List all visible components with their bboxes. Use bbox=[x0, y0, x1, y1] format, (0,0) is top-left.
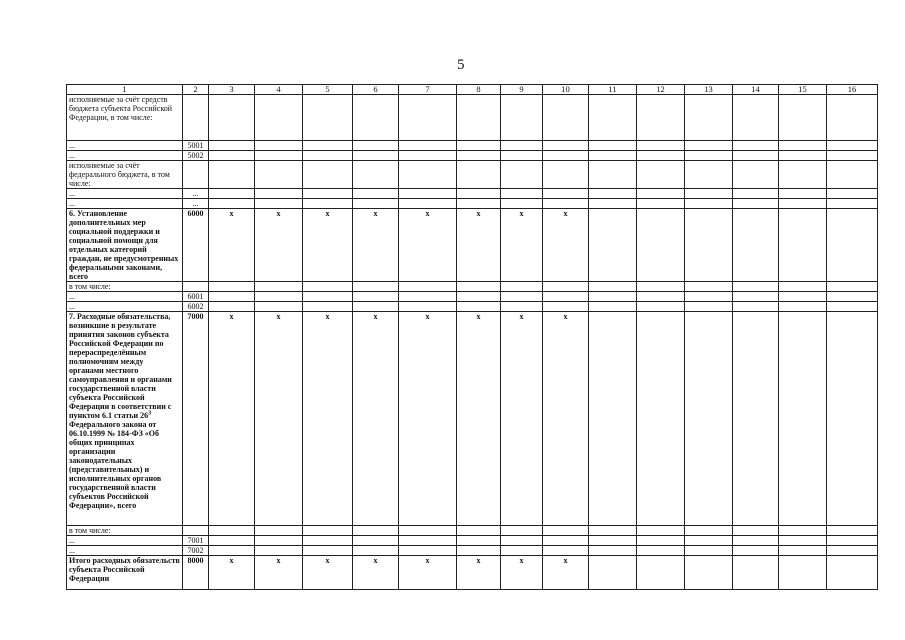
table-cell bbox=[543, 95, 589, 141]
table-row bbox=[67, 199, 878, 209]
table-cell bbox=[637, 209, 685, 282]
row-label: в том числе: bbox=[67, 526, 183, 536]
table-cell bbox=[827, 546, 878, 556]
table-cell bbox=[827, 282, 878, 292]
row-code: 7002 bbox=[183, 546, 209, 556]
table-cell bbox=[209, 141, 255, 151]
col-header: 9 bbox=[501, 85, 543, 95]
not-applicable-mark: x bbox=[255, 556, 303, 590]
col-header: 16 bbox=[827, 85, 878, 95]
table-cell bbox=[637, 526, 685, 536]
table-cell bbox=[685, 151, 733, 161]
table-cell bbox=[589, 141, 637, 151]
table-cell bbox=[685, 161, 733, 189]
table-cell bbox=[589, 536, 637, 546]
col-header: 8 bbox=[457, 85, 501, 95]
table-cell bbox=[733, 536, 779, 546]
table-cell bbox=[827, 141, 878, 151]
not-applicable-mark: x bbox=[303, 209, 353, 282]
table-cell bbox=[733, 209, 779, 282]
not-applicable-mark: x bbox=[501, 556, 543, 590]
table-cell bbox=[827, 189, 878, 199]
table-cell bbox=[733, 199, 779, 209]
table-cell bbox=[733, 292, 779, 302]
not-applicable-mark: x bbox=[399, 312, 457, 526]
table-cell bbox=[255, 526, 303, 536]
table-cell bbox=[457, 95, 501, 141]
table-cell bbox=[827, 312, 878, 526]
col-header: 1 bbox=[67, 85, 183, 95]
col-header: 12 bbox=[637, 85, 685, 95]
table-cell bbox=[209, 302, 255, 312]
table-cell bbox=[303, 546, 353, 556]
not-applicable-mark: x bbox=[501, 209, 543, 282]
table-cell bbox=[685, 556, 733, 590]
page-number: 5 bbox=[457, 57, 465, 73]
col-header: 2 bbox=[183, 85, 209, 95]
table-cell bbox=[827, 556, 878, 590]
table-cell bbox=[501, 151, 543, 161]
table-cell bbox=[589, 292, 637, 302]
table-cell bbox=[779, 151, 827, 161]
not-applicable-mark: x bbox=[255, 209, 303, 282]
table-cell bbox=[209, 95, 255, 141]
table-cell bbox=[543, 292, 589, 302]
table-cell bbox=[827, 95, 878, 141]
table-cell bbox=[685, 526, 733, 536]
table-cell bbox=[589, 209, 637, 282]
table-cell bbox=[589, 546, 637, 556]
not-applicable-mark: x bbox=[543, 312, 589, 526]
table-cell bbox=[827, 302, 878, 312]
table-cell bbox=[589, 161, 637, 189]
table-cell bbox=[501, 282, 543, 292]
table-cell bbox=[255, 282, 303, 292]
row-label-text: Федерального закона от 06.10.1999 № 184-ФЗ «Об общих принципах организации законодательных (представительных) и исполнительных органов государственной власти субъектов Российской Федерации», всего bbox=[69, 420, 162, 510]
table-cell bbox=[255, 546, 303, 556]
table-cell bbox=[685, 141, 733, 151]
table-cell bbox=[779, 312, 827, 526]
not-applicable-mark: x bbox=[399, 209, 457, 282]
row-code bbox=[183, 161, 209, 189]
row-code: ... bbox=[183, 189, 209, 199]
table-cell bbox=[209, 526, 255, 536]
table-cell bbox=[399, 302, 457, 312]
table-cell bbox=[685, 292, 733, 302]
table-cell bbox=[589, 95, 637, 141]
table-cell bbox=[733, 141, 779, 151]
table-cell bbox=[543, 546, 589, 556]
row-code: 5001 bbox=[183, 141, 209, 151]
row-label: ... bbox=[67, 189, 183, 199]
table-cell bbox=[457, 292, 501, 302]
table-cell bbox=[209, 292, 255, 302]
col-header: 7 bbox=[399, 85, 457, 95]
table-cell bbox=[685, 302, 733, 312]
table-cell bbox=[589, 282, 637, 292]
table-cell bbox=[209, 199, 255, 209]
table-cell bbox=[353, 151, 399, 161]
col-header: 10 bbox=[543, 85, 589, 95]
not-applicable-mark: x bbox=[457, 556, 501, 590]
table-cell bbox=[399, 95, 457, 141]
table-cell bbox=[457, 161, 501, 189]
row-label: ... bbox=[67, 302, 183, 312]
col-header: 14 bbox=[733, 85, 779, 95]
table-cell bbox=[637, 302, 685, 312]
table-row bbox=[67, 151, 878, 161]
table-cell bbox=[457, 282, 501, 292]
table-cell bbox=[637, 556, 685, 590]
row-label: исполняемые за счёт средств бюджета субъекта Российской Федерации, в том числе: bbox=[67, 95, 183, 141]
row-label: ... bbox=[67, 546, 183, 556]
table-cell bbox=[255, 141, 303, 151]
row-label: Итого расходных обязательств субъекта Российской Федерации bbox=[67, 556, 183, 590]
table-cell bbox=[637, 161, 685, 189]
table-cell bbox=[353, 189, 399, 199]
table-cell bbox=[209, 151, 255, 161]
table-cell bbox=[303, 199, 353, 209]
table-cell bbox=[543, 536, 589, 546]
table-cell bbox=[303, 95, 353, 141]
table-cell bbox=[637, 199, 685, 209]
table-cell bbox=[501, 161, 543, 189]
table-cell bbox=[399, 199, 457, 209]
table-cell bbox=[733, 282, 779, 292]
table-cell bbox=[543, 189, 589, 199]
not-applicable-mark: x bbox=[353, 312, 399, 526]
table-cell bbox=[733, 546, 779, 556]
not-applicable-mark: x bbox=[255, 312, 303, 526]
table-cell bbox=[685, 536, 733, 546]
table-cell bbox=[779, 292, 827, 302]
col-header: 15 bbox=[779, 85, 827, 95]
not-applicable-mark: x bbox=[353, 209, 399, 282]
table-cell bbox=[827, 199, 878, 209]
table-cell bbox=[827, 526, 878, 536]
table-cell bbox=[399, 292, 457, 302]
row-code: 5002 bbox=[183, 151, 209, 161]
table-cell bbox=[353, 199, 399, 209]
table-cell bbox=[733, 312, 779, 526]
table-cell bbox=[399, 189, 457, 199]
table-cell bbox=[637, 141, 685, 151]
table-cell bbox=[501, 526, 543, 536]
row-label: 6. Установление дополнительных мер социальной поддержки и социальной помощи для отдельных категорий граждан, не предусмотренных федеральными законами, всего bbox=[67, 209, 183, 282]
table-cell bbox=[457, 526, 501, 536]
table-cell bbox=[399, 546, 457, 556]
table-cell bbox=[399, 536, 457, 546]
table-cell bbox=[779, 95, 827, 141]
table-cell bbox=[501, 302, 543, 312]
table-cell bbox=[353, 141, 399, 151]
table-cell bbox=[733, 302, 779, 312]
superscript: 3 bbox=[148, 410, 152, 417]
not-applicable-mark: x bbox=[303, 312, 353, 526]
table-cell bbox=[637, 95, 685, 141]
table-row bbox=[67, 546, 878, 556]
table-cell bbox=[733, 556, 779, 590]
table-cell bbox=[209, 161, 255, 189]
table-cell bbox=[589, 312, 637, 526]
row-code bbox=[183, 282, 209, 292]
table-cell bbox=[543, 282, 589, 292]
table-cell bbox=[543, 526, 589, 536]
row-code bbox=[183, 95, 209, 141]
table-cell bbox=[303, 536, 353, 546]
table-cell bbox=[303, 292, 353, 302]
not-applicable-mark: x bbox=[399, 556, 457, 590]
table-cell bbox=[543, 199, 589, 209]
table-cell bbox=[255, 95, 303, 141]
not-applicable-mark: x bbox=[543, 209, 589, 282]
table-cell bbox=[685, 282, 733, 292]
table-row bbox=[67, 189, 878, 199]
table-cell bbox=[685, 312, 733, 526]
table-cell bbox=[589, 556, 637, 590]
table-cell bbox=[589, 151, 637, 161]
row-code: 6001 bbox=[183, 292, 209, 302]
table-row bbox=[67, 95, 878, 141]
row-code: 6002 bbox=[183, 302, 209, 312]
table-cell bbox=[779, 526, 827, 536]
table-cell bbox=[779, 556, 827, 590]
table-cell bbox=[637, 189, 685, 199]
table-cell bbox=[779, 302, 827, 312]
table-cell bbox=[827, 292, 878, 302]
table-cell bbox=[255, 189, 303, 199]
row-label-text: 7. Расходные обязательства, возникшие в результате принятия законов субъекта Российской Федерации по перераспределённым полномочиям между органами местного самоуправления и органами государственной власти субъекта Российской Федерации в соответствии с пунктом 6.1 статьи 26 bbox=[69, 312, 172, 420]
table-cell bbox=[457, 189, 501, 199]
col-header: 11 bbox=[589, 85, 637, 95]
table-cell bbox=[589, 302, 637, 312]
table-cell bbox=[501, 199, 543, 209]
not-applicable-mark: x bbox=[543, 556, 589, 590]
table-cell bbox=[589, 189, 637, 199]
table-cell bbox=[303, 161, 353, 189]
table-row bbox=[67, 526, 878, 536]
expenditure-obligations-table bbox=[66, 84, 878, 590]
table-cell bbox=[353, 95, 399, 141]
table-cell bbox=[779, 209, 827, 282]
table-row bbox=[67, 556, 878, 590]
row-code: 6000 bbox=[183, 209, 209, 282]
row-code: 8000 bbox=[183, 556, 209, 590]
table-row bbox=[67, 292, 878, 302]
table-cell bbox=[543, 151, 589, 161]
table-cell bbox=[457, 536, 501, 546]
row-label bbox=[67, 312, 183, 526]
table-cell bbox=[353, 302, 399, 312]
table-cell bbox=[303, 526, 353, 536]
table-cell bbox=[255, 151, 303, 161]
table-cell bbox=[255, 536, 303, 546]
table-cell bbox=[255, 199, 303, 209]
table-cell bbox=[303, 189, 353, 199]
row-label: ... bbox=[67, 199, 183, 209]
row-label: ... bbox=[67, 151, 183, 161]
table-row bbox=[67, 161, 878, 189]
table-cell bbox=[255, 161, 303, 189]
table-cell bbox=[543, 302, 589, 312]
table-cell bbox=[779, 282, 827, 292]
row-label: ... bbox=[67, 536, 183, 546]
row-label: исполняемые за счёт федерального бюджета, в том числе: bbox=[67, 161, 183, 189]
col-header: 6 bbox=[353, 85, 399, 95]
not-applicable-mark: x bbox=[303, 556, 353, 590]
table-cell bbox=[353, 526, 399, 536]
table-cell bbox=[779, 161, 827, 189]
table-cell bbox=[685, 209, 733, 282]
table-cell bbox=[399, 161, 457, 189]
table-row bbox=[67, 209, 878, 282]
table-cell bbox=[457, 151, 501, 161]
table-cell bbox=[399, 282, 457, 292]
table-cell bbox=[733, 95, 779, 141]
table-cell bbox=[637, 151, 685, 161]
table-cell bbox=[353, 536, 399, 546]
table-cell bbox=[685, 199, 733, 209]
table-cell bbox=[827, 209, 878, 282]
table-cell bbox=[209, 189, 255, 199]
table-cell bbox=[209, 282, 255, 292]
col-header: 4 bbox=[255, 85, 303, 95]
row-label: в том числе: bbox=[67, 282, 183, 292]
table-cell bbox=[733, 189, 779, 199]
table-row bbox=[67, 141, 878, 151]
not-applicable-mark: x bbox=[209, 556, 255, 590]
table-cell bbox=[733, 161, 779, 189]
table-cell bbox=[399, 141, 457, 151]
table-cell bbox=[543, 161, 589, 189]
table-cell bbox=[827, 536, 878, 546]
table-cell bbox=[303, 151, 353, 161]
row-label: ... bbox=[67, 292, 183, 302]
table-cell bbox=[779, 546, 827, 556]
table-cell bbox=[685, 546, 733, 556]
not-applicable-mark: x bbox=[501, 312, 543, 526]
col-header: 13 bbox=[685, 85, 733, 95]
table-cell bbox=[637, 282, 685, 292]
table-cell bbox=[501, 189, 543, 199]
row-code: 7001 bbox=[183, 536, 209, 546]
table-cell bbox=[733, 151, 779, 161]
table-cell bbox=[399, 526, 457, 536]
table-cell bbox=[827, 161, 878, 189]
table-cell bbox=[457, 199, 501, 209]
table-cell bbox=[501, 95, 543, 141]
table-cell bbox=[457, 546, 501, 556]
table-cell bbox=[255, 302, 303, 312]
table-cell bbox=[685, 189, 733, 199]
table-cell bbox=[303, 302, 353, 312]
table-cell bbox=[353, 161, 399, 189]
table-cell bbox=[827, 151, 878, 161]
table-row bbox=[67, 302, 878, 312]
table-cell bbox=[589, 526, 637, 536]
table-cell bbox=[779, 536, 827, 546]
table-cell bbox=[637, 536, 685, 546]
table-cell bbox=[209, 536, 255, 546]
table-cell bbox=[209, 546, 255, 556]
row-code: 7000 bbox=[183, 312, 209, 526]
row-label: ... bbox=[67, 141, 183, 151]
table-cell bbox=[353, 292, 399, 302]
table-row bbox=[67, 282, 878, 292]
table-cell bbox=[733, 526, 779, 536]
table-row bbox=[67, 536, 878, 546]
table-cell bbox=[457, 302, 501, 312]
table-cell bbox=[303, 141, 353, 151]
not-applicable-mark: x bbox=[209, 312, 255, 526]
row-code: ... bbox=[183, 199, 209, 209]
table-cell bbox=[779, 199, 827, 209]
table-cell bbox=[637, 312, 685, 526]
table-cell bbox=[501, 536, 543, 546]
table-cell bbox=[685, 95, 733, 141]
not-applicable-mark: x bbox=[209, 209, 255, 282]
table-cell bbox=[501, 292, 543, 302]
table-cell bbox=[637, 292, 685, 302]
table-cell bbox=[543, 141, 589, 151]
table-cell bbox=[779, 141, 827, 151]
row-code bbox=[183, 526, 209, 536]
table-row bbox=[67, 312, 878, 526]
table-cell bbox=[255, 292, 303, 302]
not-applicable-mark: x bbox=[353, 556, 399, 590]
table-cell bbox=[637, 546, 685, 556]
not-applicable-mark: x bbox=[457, 209, 501, 282]
table-cell bbox=[353, 546, 399, 556]
table-cell bbox=[779, 189, 827, 199]
table-cell bbox=[501, 141, 543, 151]
not-applicable-mark: x bbox=[457, 312, 501, 526]
table-cell bbox=[399, 151, 457, 161]
table-cell bbox=[303, 282, 353, 292]
table-cell bbox=[589, 199, 637, 209]
table-cell bbox=[457, 141, 501, 151]
table-cell bbox=[353, 282, 399, 292]
header-row bbox=[67, 85, 878, 95]
col-header: 5 bbox=[303, 85, 353, 95]
col-header: 3 bbox=[209, 85, 255, 95]
table-cell bbox=[501, 546, 543, 556]
